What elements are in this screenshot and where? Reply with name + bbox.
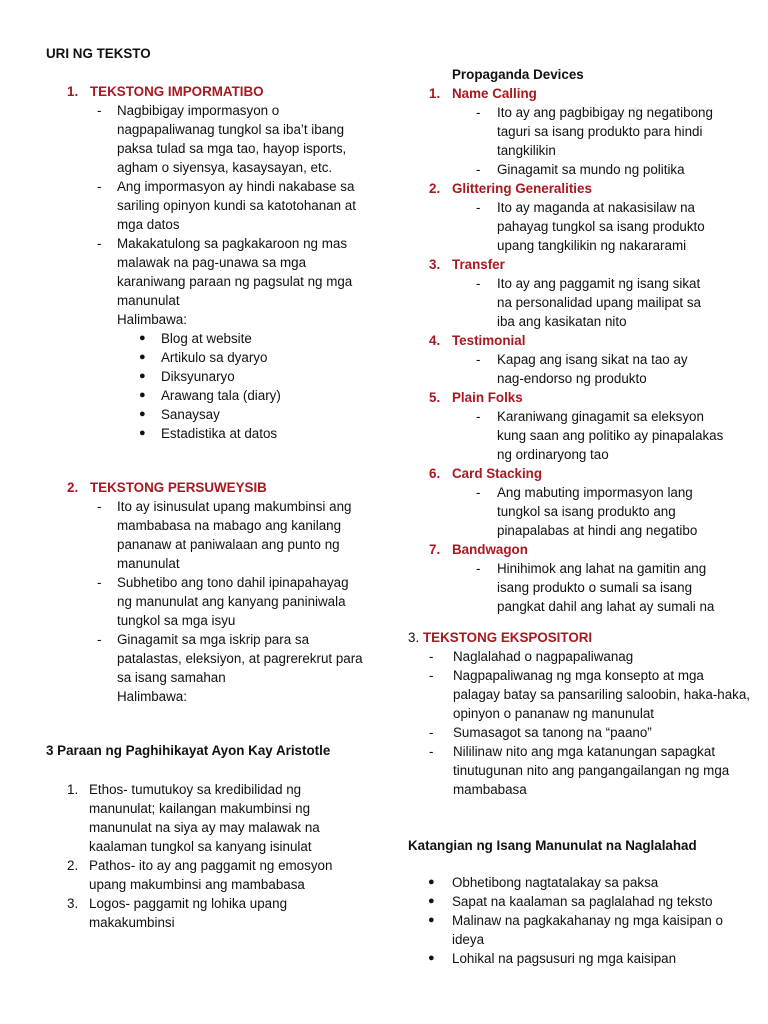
dash-marker: -: [97, 236, 102, 251]
device-name: Card Stacking: [452, 466, 543, 481]
bullet-icon: ●: [428, 952, 435, 964]
bullet-item: ● Sapat na kaalaman sa paglalahad ng teksto: [428, 894, 713, 909]
device-name: Glittering Generalities: [452, 181, 592, 196]
page-title: URI NG TEKSTO: [46, 46, 151, 61]
device-name: Transfer: [452, 257, 505, 272]
bullet-item: ● Diksyunaryo: [139, 369, 235, 384]
section-number: 3.: [408, 630, 420, 645]
dash-marker: -: [97, 575, 102, 590]
bullet-item: ● Arawang tala (diary): [139, 388, 281, 403]
device-name: Name Calling: [452, 86, 537, 101]
dash-marker: -: [97, 499, 102, 514]
list-item: - Ito ay ang paggamit ng isang sikat na personalidad upang mailipat sa iba ang kasikatan nito: [476, 276, 701, 329]
list-item: - Ang mabuting impormasyon lang tungkol sa isang produkto ang pinapalabas at hindi ang negatibo: [476, 485, 698, 538]
section-heading: TEKSTONG IMPORMATIBO: [90, 84, 264, 99]
dash-marker: -: [97, 103, 102, 118]
dash-marker: -: [97, 632, 102, 647]
section-number: 1.: [67, 84, 79, 99]
device-name: Testimonial: [452, 333, 526, 348]
propaganda-heading: Propaganda Devices: [452, 67, 584, 82]
list-item: - Hinihimok ang lahat na gamitin ang isang produkto o sumali sa isang pangkat dahil ang lahat ay sumali na: [476, 561, 715, 614]
list-item: - Ito ay isinusulat upang makumbinsi ang mambabasa na mabago ang kanilang pananaw at paniwalaan ang punto ng manunulat: [97, 499, 352, 571]
list-item: - Nagpapaliwanag ng mga konsepto at mga palagay batay sa pansariling saloobin, haka-haka, opinyon o pananaw ng manunulat: [429, 668, 751, 721]
bullet-item: ● Malinaw na pagkakahanay ng mga kaisipan o ideya: [428, 913, 723, 947]
device-name: Plain Folks: [452, 390, 523, 405]
list-item: 3. Logos- paggamit ng lohika upang makakumbinsi: [67, 896, 288, 930]
section-ekspositori: [408, 628, 753, 799]
bullet-item: ● Obhetibong nagtatalakay sa paksa: [428, 875, 659, 890]
list-item: - Ginagamit sa mundo ng politika: [476, 162, 685, 177]
bullet-item: ● Blog at website: [139, 331, 252, 346]
list-item: - Ginagamit sa mga iskrip para sa patalastas, eleksiyon, at pagrerekrut para sa isang samahan: [97, 632, 363, 685]
list-item: - Kapag ang isang sikat na tao ay nag-endorso ng produkto: [476, 352, 688, 386]
list-item: - Ito ay maganda at nakasisilaw na pahayag tungkol sa isang produkto upang tangkilikin ng nakararami: [476, 200, 705, 253]
device-item: 3. Transfer - Ito ay ang paggamit ng isang sikat na personalidad upang mailipat sa iba ang kasikatan nito: [429, 255, 749, 331]
bullet-icon: ●: [139, 351, 146, 363]
device-item: 5. Plain Folks - Karaniwang ginagamit sa eleksyon kung saan ang politiko ay pinapalakas ng ordinaryong tao: [429, 388, 749, 464]
bullet-item: ● Artikulo sa dyaryo: [139, 350, 268, 365]
list-item: - Nililinaw nito ang mga katanungan sapagkat tinutugunan nito ang pangangailangan ng mga mambabasa: [429, 744, 730, 797]
device-item: 7. Bandwagon - Hinihimok ang lahat na gamitin ang isang produkto o sumali sa isang pangkat dahil ang lahat ay sumali na: [429, 540, 749, 616]
list-item: 1. Ethos- tumutukoy sa kredibilidad ng manunulat; kailangan makumbinsi ng manunulat na siya ay may malawak na kaalaman tungkol sa kanyang isinulat: [67, 782, 320, 854]
katangian-list: [428, 873, 752, 968]
section-impormatibo: [67, 82, 377, 443]
device-name: Bandwagon: [452, 542, 528, 557]
example-label: Halimbawa:: [117, 689, 187, 704]
bullet-icon: ●: [139, 408, 146, 420]
device-item: 1. Name Calling - Ito ay ang pagbibigay ng negatibong taguri sa isang produkto para hindi tangkilikin - Ginagamit sa mundo ng politika: [429, 84, 749, 179]
bullet-icon: ●: [139, 332, 146, 344]
section-number: 2.: [67, 480, 79, 495]
bullet-item: ● Sanaysay: [139, 407, 220, 422]
list-item: - Ito ay ang pagbibigay ng negatibong taguri sa isang produkto para hindi tangkilikin: [476, 105, 713, 158]
list-item: - Ang impormasyon ay hindi nakabase sa sariling opinyon kundi sa katotohanan at mga datos: [97, 179, 356, 232]
aristotle-list: [67, 780, 367, 932]
list-item: - Makakatulong sa pagkakaroon ng mas malawak na pag-unawa sa mga karaniwang paraan ng pagsulat ng mga manunulat: [97, 236, 353, 308]
section-heading: TEKSTONG PERSUWEYSIB: [90, 480, 267, 495]
list-item: 2. Pathos- ito ay ang paggamit ng emosyon upang makumbinsi ang mambabasa: [67, 858, 333, 892]
bullet-item: ● Lohikal na pagsusuri ng mga kaisipan: [428, 951, 677, 966]
propaganda-list: [429, 84, 749, 616]
list-item: - Subhetibo ang tono dahil ipinapahayag ng manunulat ang kanyang paniniwala tungkol sa mga isyu: [97, 575, 349, 628]
list-item: - Nagbibigay impormasyon o nagpapaliwanag tungkol sa iba’t ibang paksa tulad sa mga tao, hayop isports, agham o siyensya, kasaysayan, etc.: [97, 103, 347, 175]
bullet-icon: ●: [139, 389, 146, 401]
list-item: - Sumasagot sa tanong na “paano”: [429, 725, 652, 740]
katangian-heading: Katangian ng Isang Manunulat na Naglalahad: [408, 838, 697, 853]
bullet-icon: ●: [428, 895, 435, 907]
bullet-icon: ●: [428, 876, 435, 888]
section-persuweysib: [67, 478, 377, 706]
list-item: - Karaniwang ginagamit sa eleksyon kung saan ang politiko ay pinapalakas ng ordinaryong tao: [476, 409, 724, 462]
section-heading: TEKSTONG EKSPOSITORI: [423, 630, 593, 645]
list-item: - Naglalahad o nagpapaliwanag: [429, 649, 634, 664]
aristotle-heading: 3 Paraan ng Paghihikayat Ayon Kay Aristotle: [46, 743, 331, 758]
bullet-icon: ●: [139, 427, 146, 439]
dash-marker: -: [97, 179, 102, 194]
bullet-icon: ●: [428, 914, 435, 926]
device-item: 6. Card Stacking - Ang mabuting impormasyon lang tungkol sa isang produkto ang pinapalabas at hindi ang negatibo: [429, 464, 749, 540]
bullet-item: ● Estadistika at datos: [139, 426, 278, 441]
example-label: Halimbawa:: [117, 312, 187, 327]
device-item: 2. Glittering Generalities - Ito ay maganda at nakasisilaw na pahayag tungkol sa isang produkto upang tangkilikin ng nakararami: [429, 179, 749, 255]
bullet-icon: ●: [139, 370, 146, 382]
device-item: 4. Testimonial - Kapag ang isang sikat na tao ay nag-endorso ng produkto: [429, 331, 749, 388]
